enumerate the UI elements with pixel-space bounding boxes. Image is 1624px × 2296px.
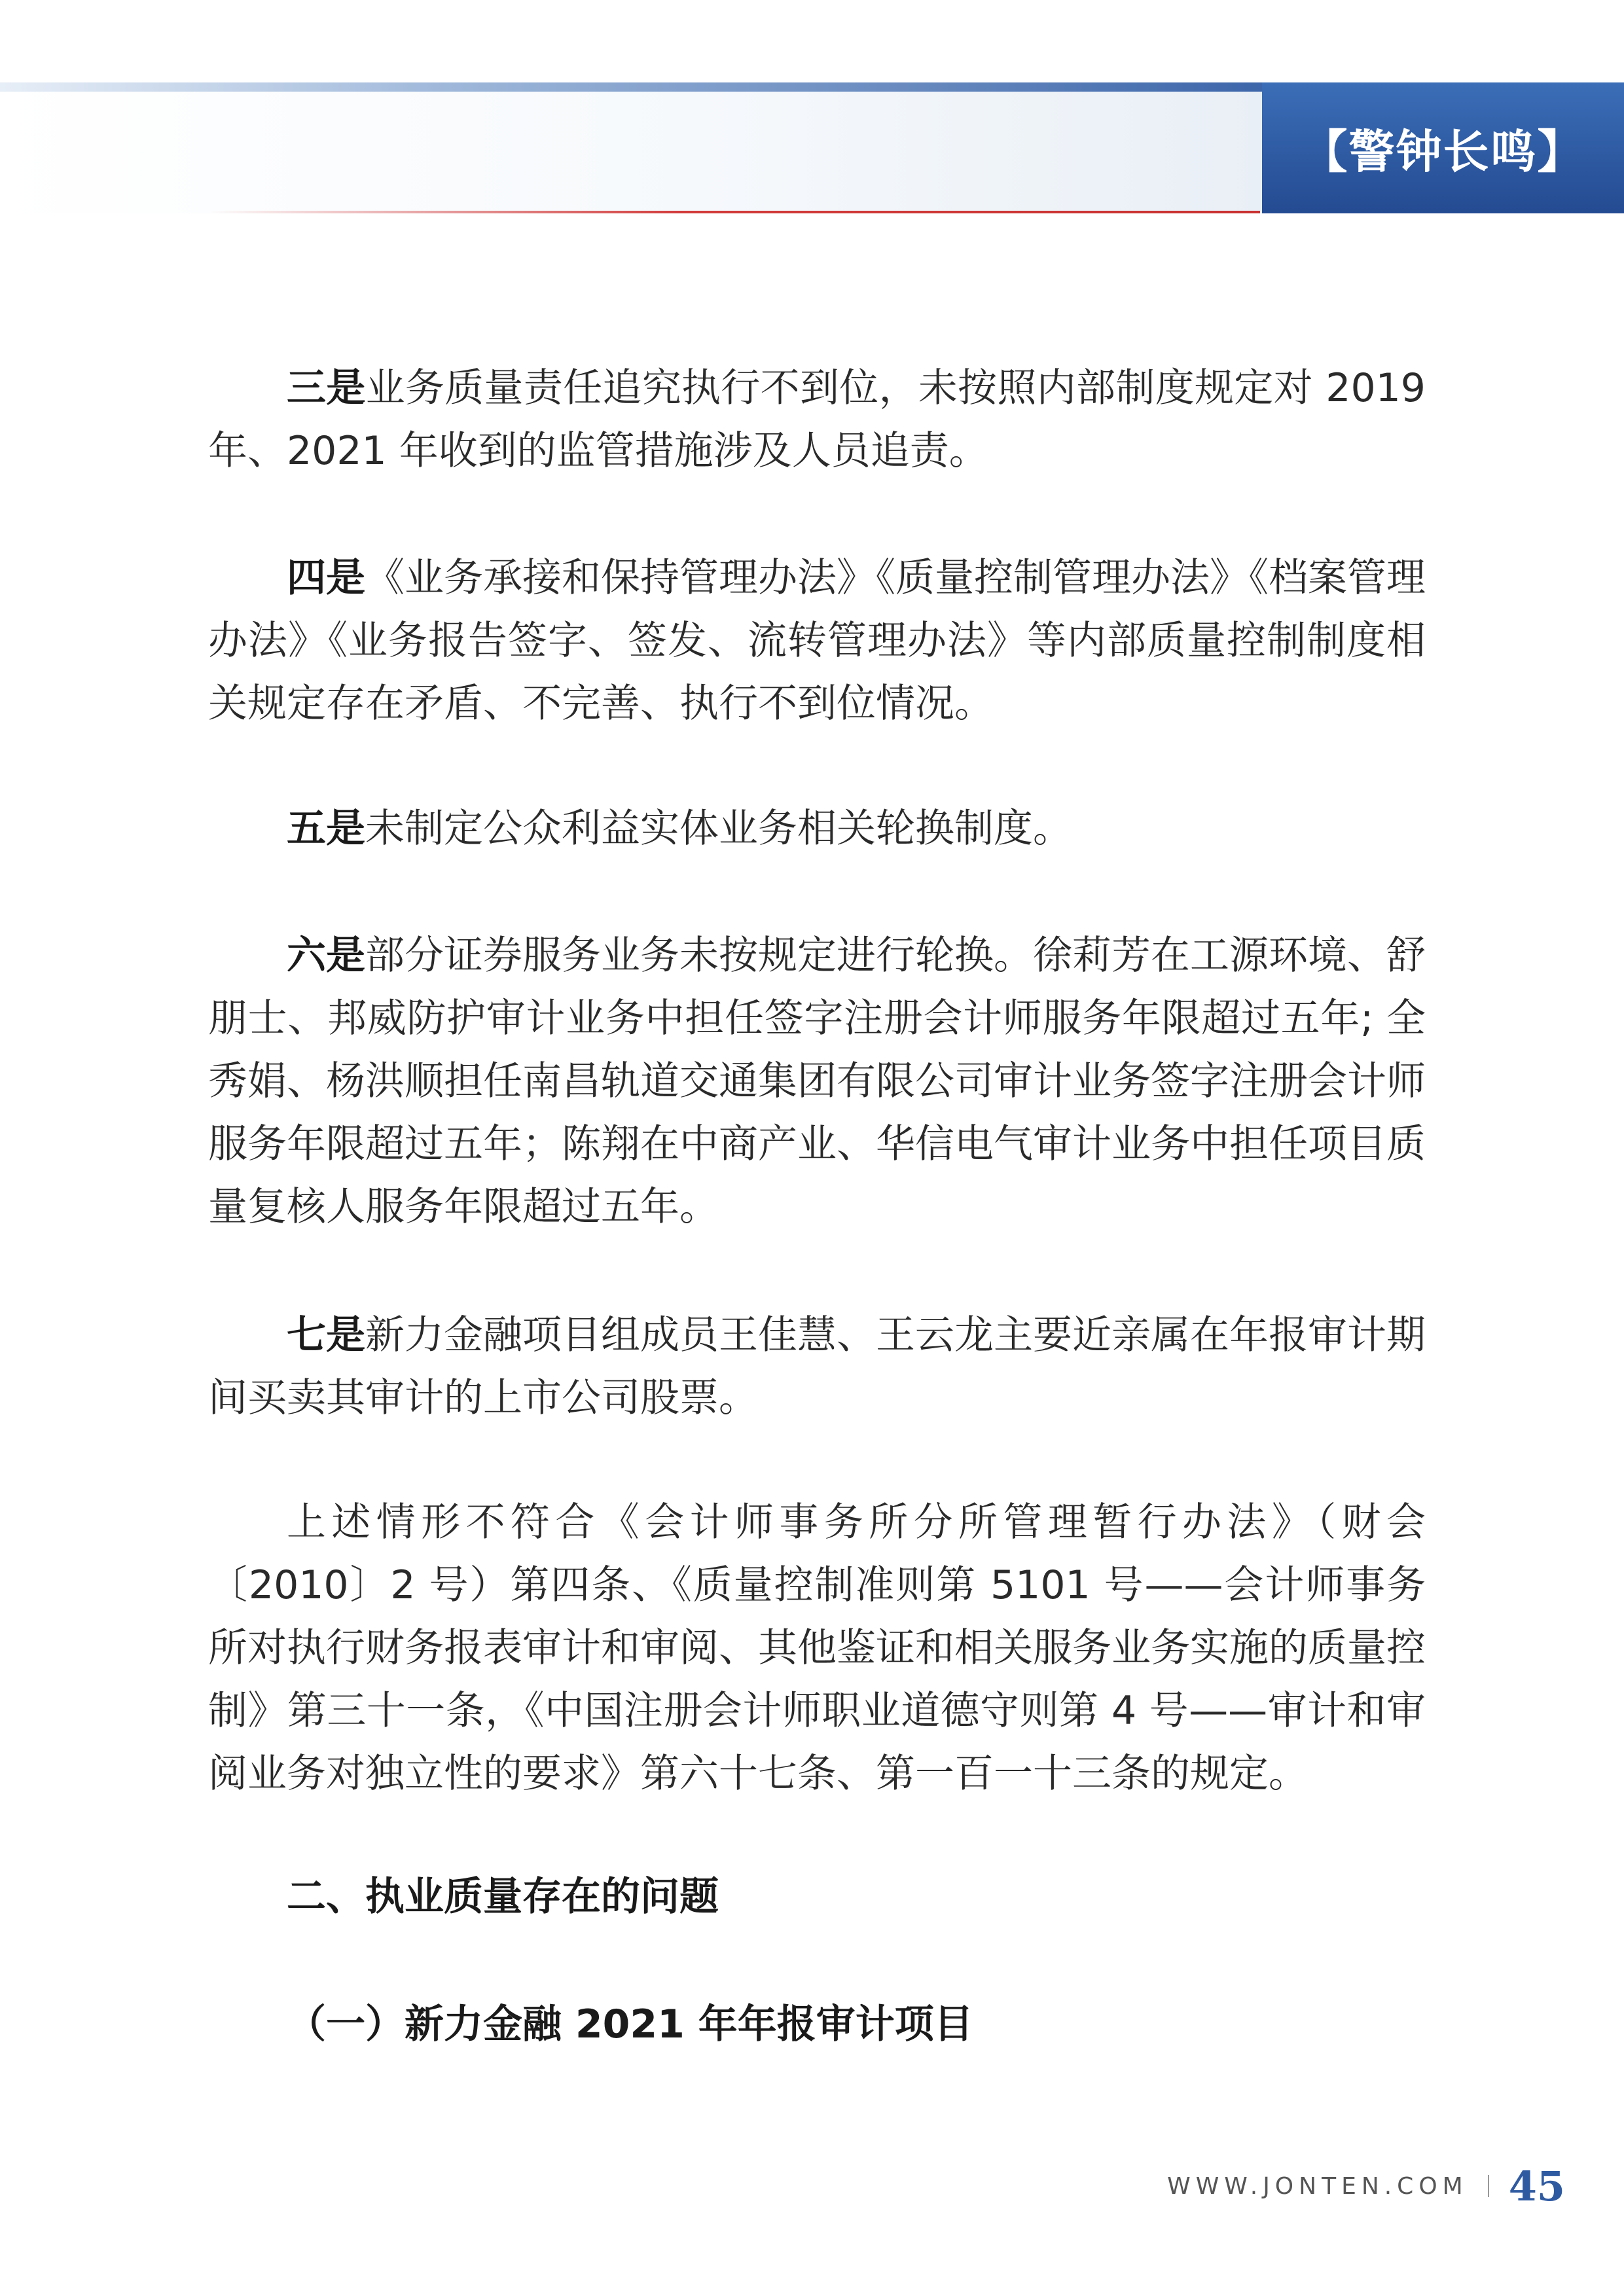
paragraph-text: 未制定公众利益实体业务相关轮换制度。 xyxy=(365,806,1072,852)
section-heading: 二、执业质量存在的问题 xyxy=(287,1874,719,1920)
sub-heading: （一）新力金融 2021 年年报审计项目 xyxy=(287,2001,973,2047)
page-number: 45 xyxy=(1508,2162,1565,2210)
section-badge: 【警钟长鸣】 xyxy=(1262,82,1624,213)
paragraph-6 xyxy=(208,924,1426,1238)
paragraph-lead: 三是 xyxy=(287,365,366,411)
footer-website: WWW.JONTEN.COM xyxy=(1167,2172,1468,2200)
header-red-rule xyxy=(209,211,1260,213)
paragraph-lead: 七是 xyxy=(287,1312,365,1358)
paragraph-lead: 六是 xyxy=(287,933,365,978)
paragraph-4 xyxy=(208,547,1426,735)
paragraph-lead: 四是 xyxy=(287,555,365,601)
header-band xyxy=(0,92,1263,213)
paragraph-text: 部分证券服务业务未按规定进行轮换。徐莉芳在工源环境、舒朋士、邦威防护审计业务中担任签字注册会计师服务年限超过五年; 全秀娟、杨洪顺担任南昌轨道交通集团有限公司审计业务签字注册会计师服务年限超过五年；陈翔在中商产业、华信电气审计业务中担任项目质量复核人服务年限超过五年。 xyxy=(208,933,1426,1230)
paragraph-5 xyxy=(208,797,1426,860)
page-footer xyxy=(1167,2160,1565,2212)
paragraph-7 xyxy=(208,1304,1426,1429)
paragraph-conclusion xyxy=(208,1491,1426,1805)
footer-divider xyxy=(1488,2175,1489,2197)
paragraph-text: 上述情形不符合《会计师事务所分所管理暂行办法》（财会〔2010〕2 号）第四条、《质量控制准则第 5101 号——会计师事务所对执行财务报表审计和审阅、其他鉴证和相关服务业务实施的质量控制》第三十一条，《中国注册会计师职业道德守则第 4 号——审计和审阅业务对独立性的要求》第六十七条、第一百一十三条的规定。 xyxy=(208,1499,1426,1797)
paragraph-text: 业务质量责任追究执行不到位，未按照内部制度规定对 2019 年、2021 年收到的监管措施涉及人员追责。 xyxy=(208,365,1426,474)
paragraph-text: 新力金融项目组成员王佳慧、王云龙主要近亲属在年报审计期间买卖其审计的上市公司股票。 xyxy=(208,1312,1426,1421)
paragraph-lead: 五是 xyxy=(287,806,365,852)
paragraph-text: 《业务承接和保持管理办法》《质量控制管理办法》《档案管理办法》《业务报告签字、签发、流转管理办法》等内部质量控制制度相关规定存在矛盾、不完善、执行不到位情况。 xyxy=(208,555,1426,726)
header-top-line xyxy=(0,82,1263,92)
paragraph-3 xyxy=(208,357,1426,482)
